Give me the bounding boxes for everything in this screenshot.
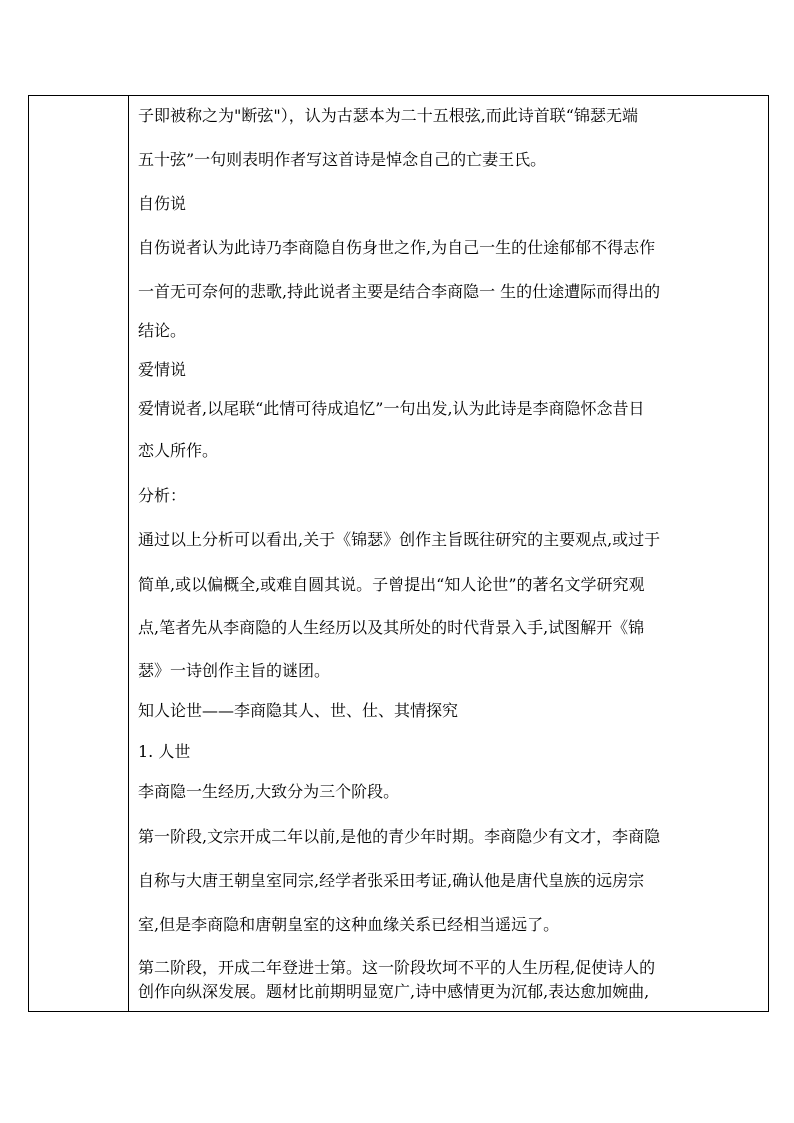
- text-line: 瑟》一诗创作主旨的谜团。: [138, 661, 331, 680]
- section-heading: 爱情说: [138, 360, 187, 379]
- table-left-cell: [29, 96, 129, 1011]
- text-line: 五十弦”一句则表明作者写这首诗是悼念自己的亡妻王氏。: [138, 150, 547, 169]
- section-heading: 1. 人世: [138, 742, 191, 761]
- text-line: 一首无可奈何的悲歌,持此说者主要是结合李商隐一 生的仕途遭际而得出的: [138, 282, 661, 301]
- text-line: 创作向纵深发展。题材比前期明显宽广,诗中感情更为沉郁,表达愈加婉曲,: [138, 982, 650, 1001]
- text-line: 自称与大唐王朝皇室同宗,经学者张采田考证,确认他是唐代皇族的远房宗: [138, 871, 645, 890]
- text-line: 第一阶段,文宗开成二年以前,是他的青少年时期。李商隐少有文才，李商隐: [138, 827, 661, 846]
- text-line: 恋人所作。: [138, 441, 219, 460]
- text-line: 结论。: [138, 321, 187, 340]
- text-line: 简单,或以偏概全,或难自圆其说。子曾提出“知人论世”的著名文学研究观: [138, 575, 645, 594]
- text-line: 点,笔者先从李商隐的人生经历以及其所处的时代背景入手,试图解开《锦: [138, 618, 645, 637]
- text-line: 自伤说者认为此诗乃李商隐自伤身世之作,为自己一生的仕途郁郁不得志作: [138, 238, 656, 257]
- text-line: 李商隐一生经历,大致分为三个阶段。: [138, 782, 400, 801]
- text-line: 第二阶段，开成二年登进士第。这一阶段坎坷不平的人生历程,促使诗人的: [138, 958, 656, 977]
- section-heading: 分析：: [138, 486, 187, 505]
- section-heading: 知人论世——李商隐其人、世、仕、其情探究: [138, 701, 459, 720]
- text-line: 爱情说者,以尾联“此情可待成追忆”一句出发,认为此诗是李商隐怀念昔日: [138, 399, 645, 418]
- table-content-cell: [129, 96, 768, 1011]
- text-line: 通过以上分析可以看出,关于《锦瑟》创作主旨既往研究的主要观点,或过于: [138, 530, 661, 549]
- text-line: 室,但是李商隐和唐朝皇室的这种血缘关系已经相当遥远了。: [138, 915, 560, 934]
- section-heading: 自伤说: [138, 194, 187, 213]
- document-table: [28, 95, 769, 1012]
- text-line: 子即被称之为"断弦"），认为古瑟本为二十五根弦,而此诗首联“锦瑟无端: [138, 106, 638, 125]
